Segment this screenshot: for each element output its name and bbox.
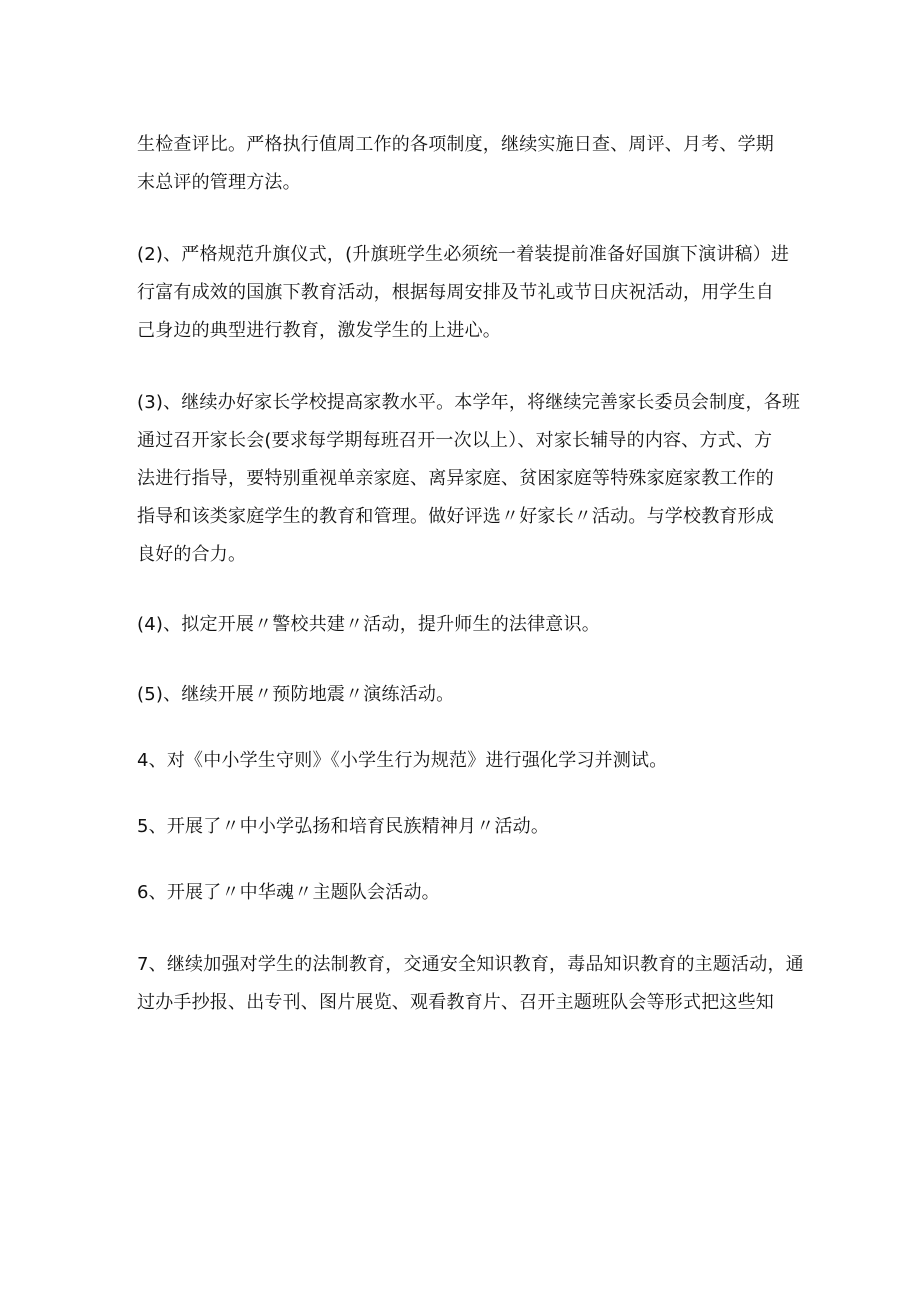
- text-line: 指导和该类家庭学生的教育和管理。做好评选〃好家长〃活动。与学校教育形成: [137, 506, 774, 527]
- text-line: 己身边的典型进行教育，激发学生的上进心。: [137, 320, 501, 341]
- text-line: 7、继续加强对学生的法制教育，交通安全知识教育，毒品知识教育的主题活动，通: [137, 954, 804, 975]
- text-line: 5、开展了〃中小学弘扬和培育民族精神月〃活动。: [137, 816, 550, 837]
- text-line: (2)、严格规范升旗仪式，(升旗班学生必须统一着装提前准备好国旗下演讲稿）进: [137, 244, 790, 265]
- text-line: (4)、拟定开展〃警校共建〃活动，提升师生的法律意识。: [137, 614, 600, 635]
- text-line: 通过召开家长会(要求每学期每班召开一次以上）、对家长辅导的内容、方式、方: [137, 430, 773, 451]
- paragraph-flag-ceremony: [137, 236, 790, 350]
- paragraph-legal-education: [137, 946, 804, 1022]
- text-line: 6、开展了〃中华魂〃主题队会活动。: [137, 882, 440, 903]
- text-line: (3)、继续办好家长学校提高家教水平。本学年，将继续完善家长委员会制度，各班: [137, 392, 801, 413]
- text-line: 末总评的管理方法。: [137, 172, 301, 193]
- text-line: 过办手抄报、出专刊、图片展览、观看教育片、召开主题班队会等形式把这些知: [137, 992, 774, 1013]
- paragraph-inspection: [137, 126, 787, 202]
- paragraph-police-school: [137, 606, 787, 644]
- paragraph-parent-school: [137, 384, 801, 574]
- document-body: [137, 126, 804, 1022]
- text-line: 行富有成效的国旗下教育活动，根据每周安排及节礼或节日庆祝活动，用学生自: [137, 282, 774, 303]
- paragraph-code-of-conduct: [137, 742, 787, 780]
- paragraph-earthquake-drill: [137, 676, 787, 714]
- text-line: (5)、继续开展〃预防地震〃演练活动。: [137, 684, 455, 705]
- paragraph-zhonghua-soul: [137, 874, 787, 912]
- text-line: 生检查评比。严格执行值周工作的各项制度，继续实施日查、周评、月考、学期: [137, 134, 774, 155]
- text-line: 法进行指导，要特别重视单亲家庭、离异家庭、贫困家庭等特殊家庭家教工作的: [137, 468, 774, 489]
- text-line: 良好的合力。: [137, 544, 247, 565]
- text-line: 4、对《中小学生守则》《小学生行为规范》进行强化学习并测试。: [137, 750, 668, 771]
- paragraph-national-spirit: [137, 808, 787, 846]
